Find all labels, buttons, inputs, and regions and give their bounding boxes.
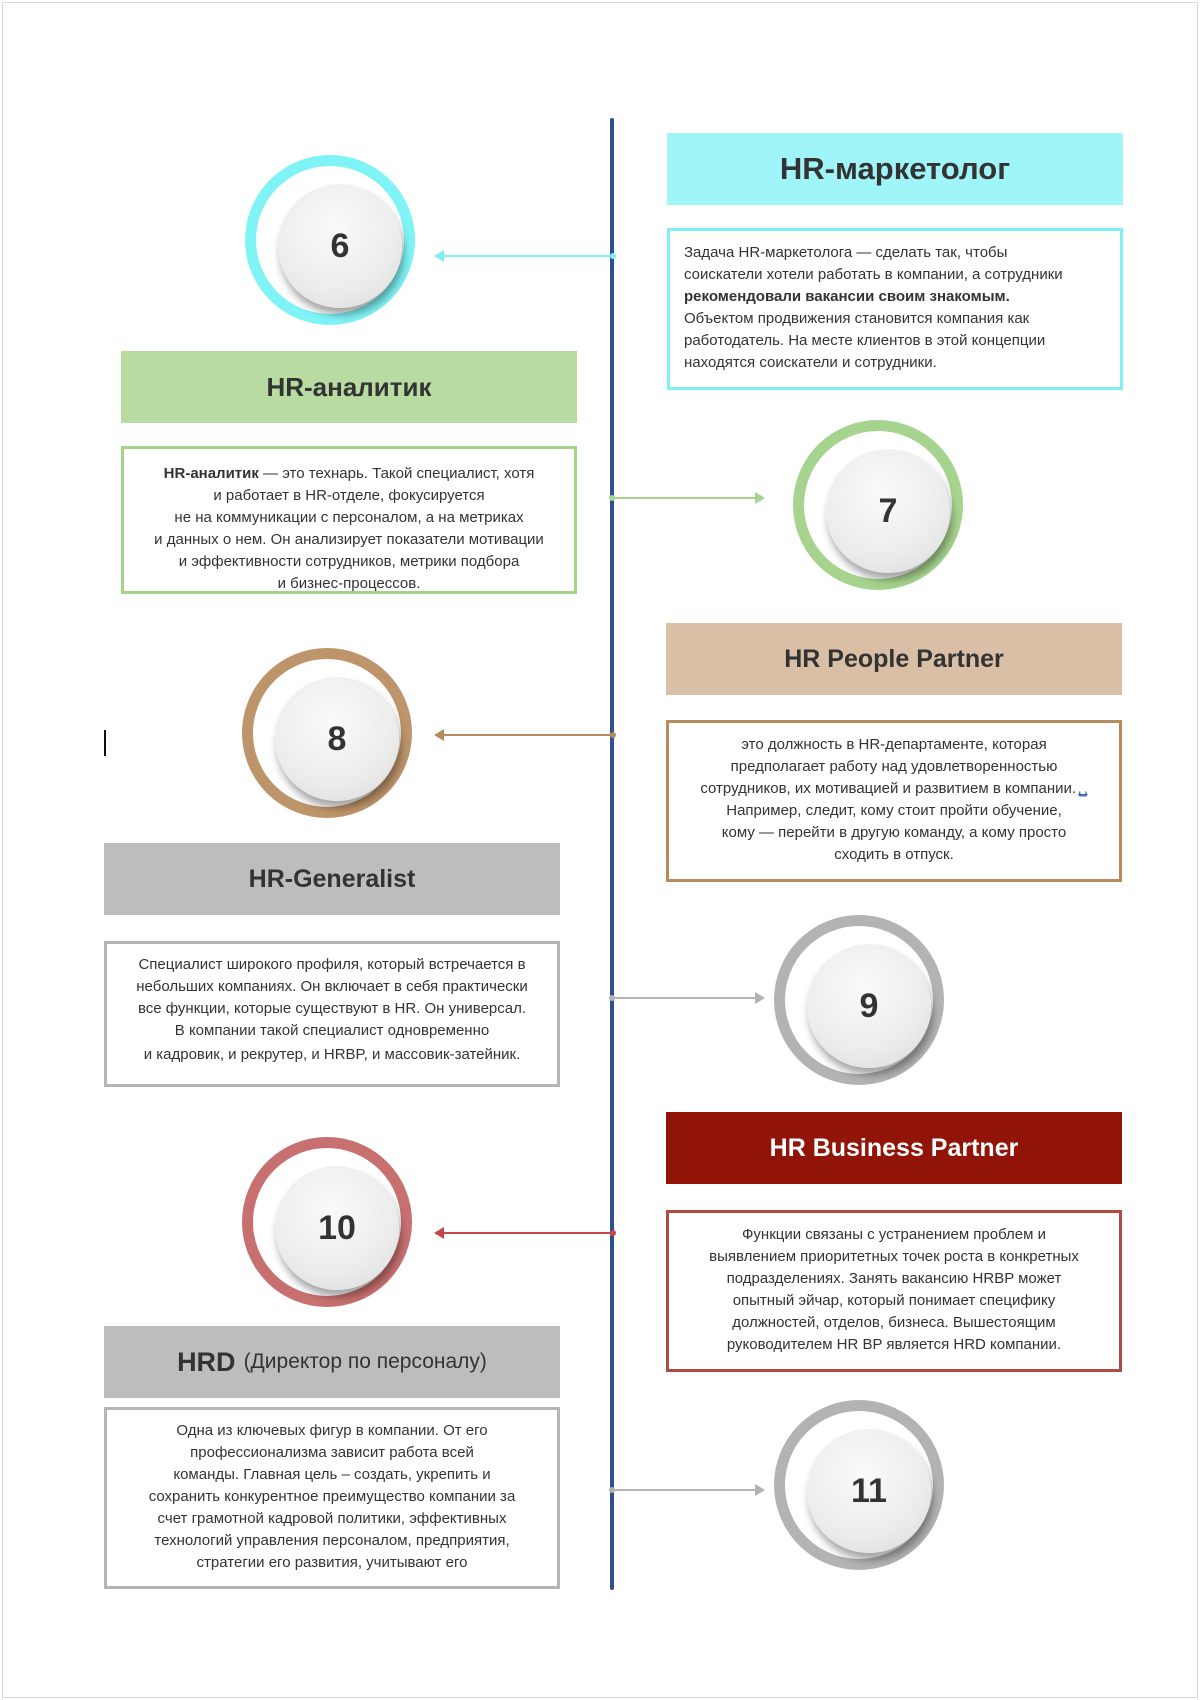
text-line: технологий управления персоналом, предприятия, [154,1532,510,1549]
generalist-title-banner [104,843,560,915]
text-line: рекомендовали вакансии своим знакомым. [684,288,1010,305]
step-number: 9 [807,944,931,1068]
marketer-description [667,228,1123,390]
text-line: и эффективности сотрудников, метрики подбора [178,553,520,570]
text-line: Объектом продвижения становится компания как [684,310,1030,327]
business-partner-title-banner [666,1112,1122,1184]
text-line: не на коммуникации с персоналом, а на метриках [174,509,524,526]
analyst-title-banner [121,351,577,423]
text-line: должностей, отделов, бизнеса. Вышестоящим [732,1314,1056,1331]
text-line: это должность в HR-департаменте, которая [741,736,1047,753]
business-partner-title: HR Business Partner [769,1133,1019,1162]
text-line: сотрудников, их мотивацией и развитием в компании. [700,780,1077,797]
text-line: стратегии его развития, учитывают его [196,1554,468,1571]
text-line: небольших компаниях. Он включает в себя практически [136,978,528,995]
step-number: 8 [275,677,399,801]
hrd-description [104,1407,560,1589]
text-line [683,778,1105,800]
text-line: руководителем HR BP является HRD компании. [726,1336,1062,1353]
hrd-subtitle: (Директор по персоналу) [243,1350,487,1373]
step-circle-6 [245,155,415,325]
people-partner-description [666,720,1122,882]
step-circle-9 [774,915,944,1085]
arrow-to-circle-6 [443,255,613,257]
text-line: счет грамотной кадровой политики, эффективных [157,1510,507,1527]
arrow-to-circle-9 [612,997,756,999]
step-number: 11 [807,1429,931,1553]
text-line: подразделениях. Занять вакансию HRBP может [726,1270,1062,1287]
text-line: сохранить конкурентное преимущество компании за [148,1488,516,1505]
analyst-description [121,446,577,594]
hrd-title: HRD [177,1346,236,1377]
arrow-to-circle-8 [443,734,613,736]
text-line: Задача HR-маркетолога — сделать так, чтобы [684,244,1008,261]
text-line: и данных о нем. Он анализирует показатели мотивации [154,531,544,548]
text-line: работодатель. На месте клиентов в этой концепции [684,332,1046,349]
text-line: опытный эйчар, который понимает специфику [732,1292,1056,1309]
marketer-title: HR-маркетолог [779,151,1011,186]
arrow-to-circle-7 [612,497,756,499]
text-line: кому — перейти в другую команду, а кому просто [721,824,1067,841]
generalist-description [104,941,560,1087]
hyperlink-mark[interactable]: ␣ [1078,780,1088,797]
people-partner-title: HR People Partner [784,644,1004,673]
analyst-title: HR-аналитик [266,371,432,402]
text-line: и работает в HR-отделе, фокусируется [213,487,485,504]
step-circle-10 [242,1137,412,1307]
step-circle-7 [793,420,963,590]
text-line: выявлением приоритетных точек роста в конкретных [709,1248,1079,1265]
text-cursor [104,730,106,756]
arrow-to-circle-11 [612,1489,756,1491]
arrow-to-circle-10 [443,1232,613,1234]
text-line: и бизнес-процессов. [277,575,421,592]
text-line: команды. Главная цель – создать, укрепить и [173,1466,491,1483]
step-circle-8 [242,648,412,818]
text-line: Одна из ключевых фигур в компании. От его [176,1422,488,1439]
text-line [138,463,560,485]
text-line: Специалист широкого профиля, который встречается в [138,956,526,973]
timeline-line [610,118,614,1590]
text-line: В компании такой специалист одновременно [174,1022,490,1039]
text-line: все функции, которые существуют в HR. Он универсал. [137,1000,527,1017]
step-circle-11 [774,1400,944,1570]
text-line: находятся соискатели и сотрудники. [684,354,937,371]
step-number: 10 [275,1166,399,1290]
text-line: сходить в отпуск. [834,846,954,863]
text-line: Например, следит, кому стоит пройти обучение, [726,802,1062,819]
analyst-lead: HR-аналитик [163,465,259,482]
text-line: предполагает работу над удовлетворенностью [730,758,1058,775]
document-page [2,2,1198,1698]
business-partner-description [666,1210,1122,1372]
hrd-title-banner [104,1326,560,1398]
marketer-title-banner [667,133,1123,205]
step-number: 6 [278,184,402,308]
text-line: и кадровик, и рекрутер, и HRBP, и массовик-затейник. [143,1046,521,1063]
generalist-title: HR-Generalist [248,864,416,893]
text-line: — это технарь. Такой специалист, хотя [258,465,535,482]
people-partner-title-banner [666,623,1122,695]
step-number: 7 [826,449,950,573]
text-line: соискатели хотели работать в компании, а сотрудники [684,266,1063,283]
text-line: Функции связаны с устранением проблем и [742,1226,1046,1243]
text-line: профессионализма зависит работа всей [190,1444,474,1461]
